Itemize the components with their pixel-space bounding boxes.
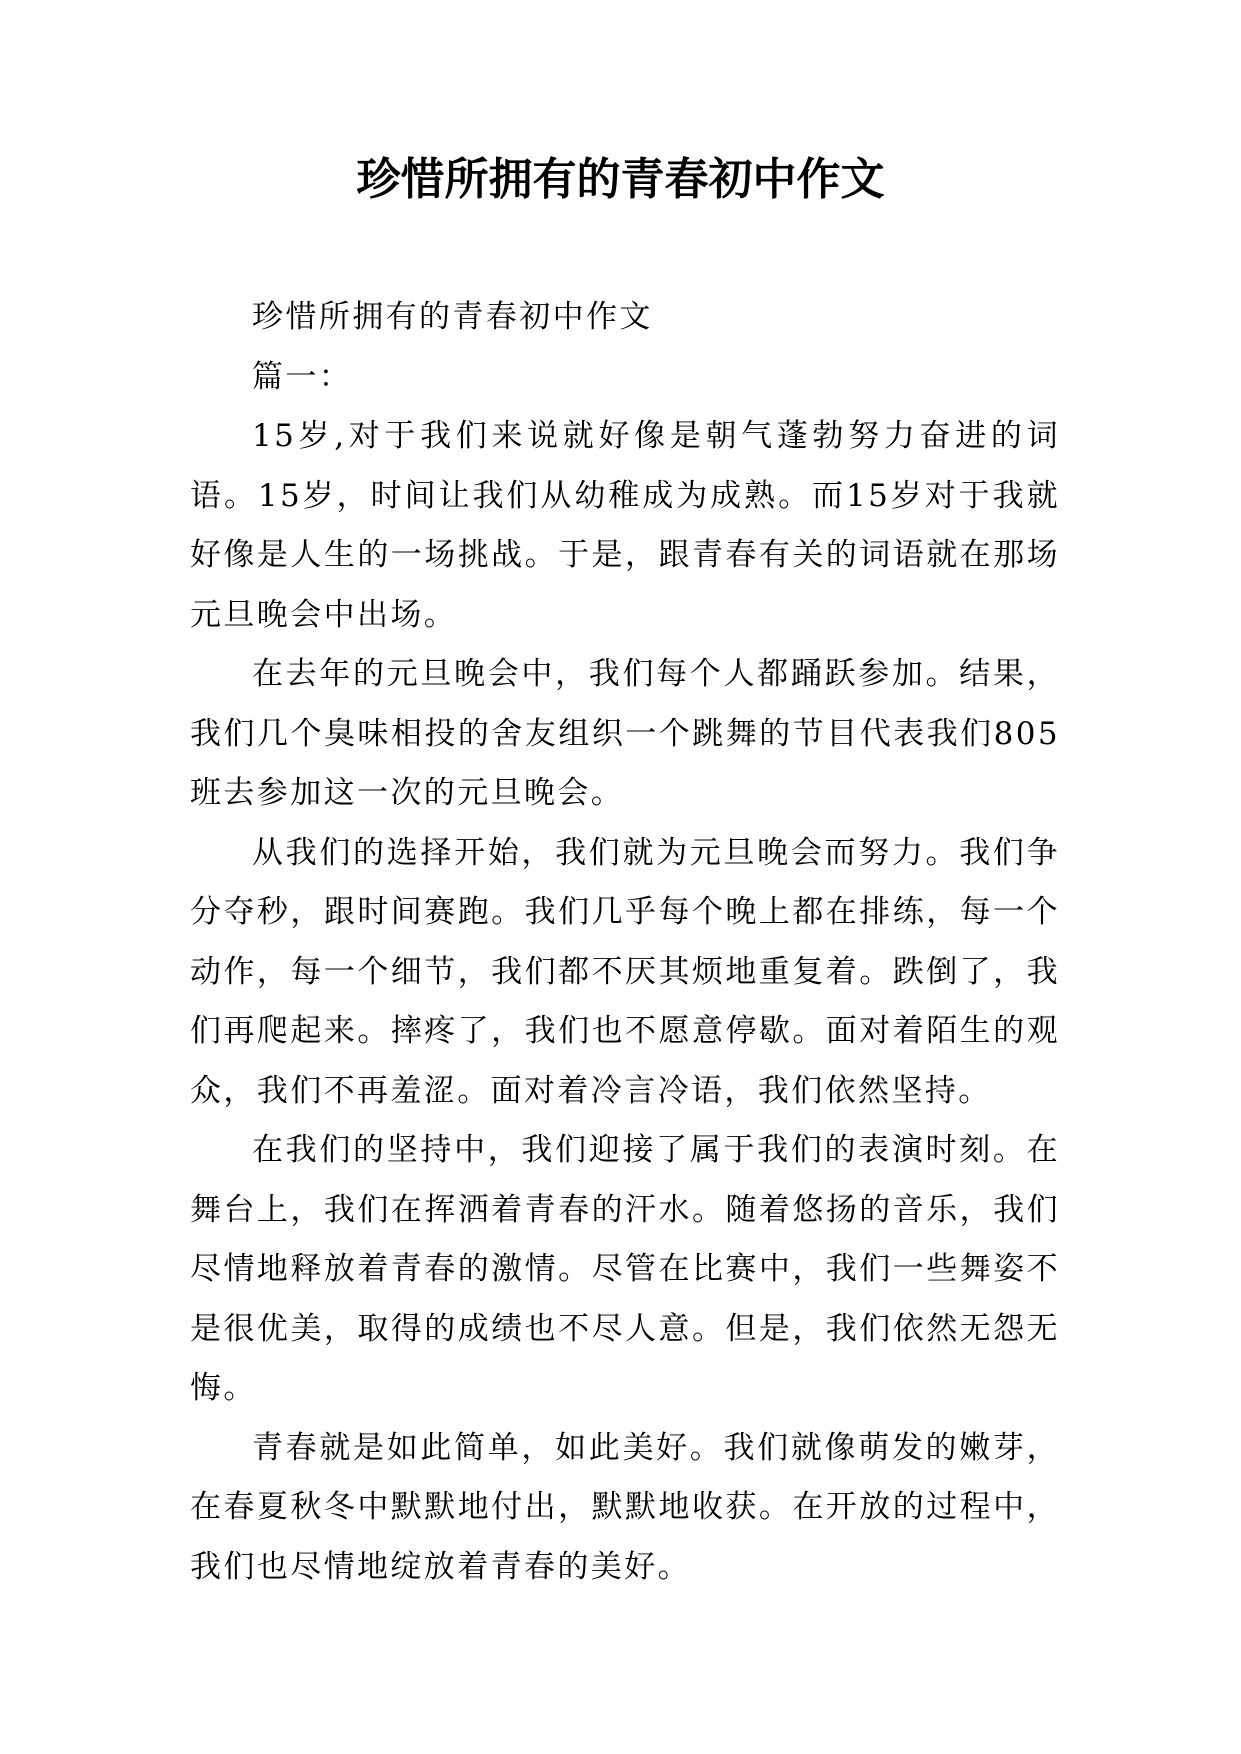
body-paragraph: 在去年的元旦晚会中，我们每个人都踊跃参加。结果，我们几个臭味相投的舍友组织一个跳舞的节目代表我们805班去参加这一次的元旦晚会。 [190,656,1060,811]
document-title: 珍惜所拥有的青春初中作文 [356,154,885,205]
body-paragraph: 从我们的选择开始，我们就为元旦晚会而努力。我们争分夺秒，跟时间赛跑。我们几乎每个晚上都在排练，每一个动作，每一个细节，我们都不厌其烦地重复着。跌倒了，我们再爬起来。摔疼了，我们也不愿意停歇。面对着陌生的观众，我们不再羞涩。面对着冷言冷语，我们依然坚持。 [190,834,1060,1109]
subtitle-paragraph: 珍惜所拥有的青春初中作文 [252,299,653,335]
body-paragraph: 青春就是如此简单，如此美好。我们就像萌发的嫩芽，在春夏秋冬中默默地付出，默默地收获。在开放的过程中，我们也尽情地绽放着青春的美好。 [190,1429,1060,1585]
section-heading: 篇一： [252,358,353,395]
body-paragraph: 15岁,对于我们来说就好像是朝气蓬勃努力奋进的词语。15岁，时间让我们从幼稚成为成熟。而15岁对于我就好像是人生的一场挑战。于是，跟青春有关的词语就在那场元旦晚会中出场。 [190,418,1060,633]
document-body [190,288,1060,1597]
body-paragraph: 在我们的坚持中，我们迎接了属于我们的表演时刻。在舞台上，我们在挥洒着青春的汗水。随着悠扬的音乐，我们尽情地释放着青春的激情。尽管在比赛中，我们一些舞姿不是很优美，取得的成绩也不尽人意。但是，我们依然无怨无悔。 [190,1132,1060,1406]
